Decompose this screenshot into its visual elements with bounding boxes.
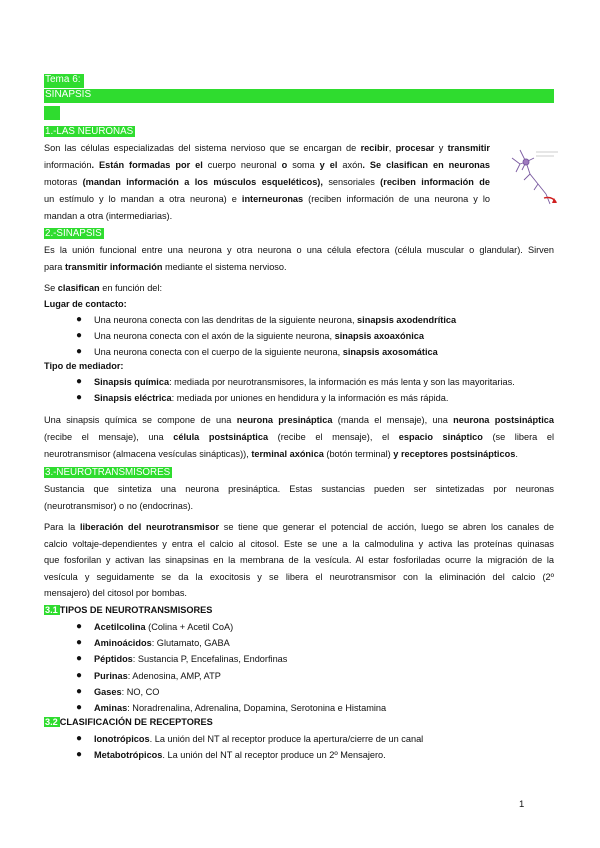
bullet-icon: ● [76, 314, 83, 325]
paragraph-line [44, 585, 187, 602]
text-run: un estímulo y lo mandan a otra neurona) e [44, 194, 242, 204]
text-run: (se libera el [482, 432, 555, 442]
classify-line [44, 280, 162, 297]
text-run: motoras [44, 177, 78, 187]
paragraph-line [44, 429, 554, 446]
paragraph-line [44, 208, 172, 225]
subsection-3-2-number: 3.2 [45, 717, 58, 727]
bold-term: (mandan información a los músculos esqueléticos), [77, 177, 329, 187]
text-run: : Sustancia P, Encefalinas, Endorfinas [132, 654, 288, 665]
text-run: (Colina + Acetil CoA) [145, 622, 234, 632]
bold-term: sinapsis axoaxónica [334, 331, 424, 341]
paragraph-line [44, 481, 554, 498]
mediator-heading: Tipo de mediador: [44, 361, 124, 371]
text-run: Una sinapsis química se compone de una [44, 415, 237, 425]
text-run: (neurotransmisor) o no (endocrinas). [44, 501, 194, 511]
bullet-icon: ● [76, 749, 83, 760]
list-item-text [94, 747, 386, 763]
text-run: se tiene que generar el potencial de acción, luego se abren los canales de [219, 522, 554, 532]
text-run: Se [44, 283, 58, 293]
bullet-icon: ● [76, 330, 83, 341]
subsection-3-1-number: 3.1 [45, 605, 58, 615]
bold-term: Sinapsis eléctrica [94, 393, 172, 403]
text-run: Es la unión funcional entre una neurona y otra neurona o una célula efectora (célula muscular o glandular). Sirven [44, 245, 554, 255]
list-item-text [94, 700, 386, 716]
bold-term: célula postsináptica [173, 432, 269, 442]
bold-term: Purinas [94, 670, 128, 681]
paragraph-line [44, 259, 287, 276]
text-run: Una neurona conecta con el cuerpo de la siguiente neurona, [94, 347, 343, 357]
subsection-3-2-title [44, 715, 213, 730]
paragraph-line [44, 174, 490, 191]
text-run: : Noradrenalina, Adrenalina, Dopamina, Serotonina e Histamina [127, 703, 387, 713]
text-run: en función del: [99, 283, 163, 293]
text-run: Una neurona conecta con el axón de la siguiente neurona, [94, 331, 335, 341]
list-item-text [94, 312, 456, 328]
text-run: : mediada por neurotransmisores, la información es más lenta y son las mayoritarias. [169, 377, 515, 387]
bold-term: sinapsis axosomática [342, 347, 438, 357]
empty-highlight-block [44, 106, 60, 120]
list-item-text [94, 374, 515, 390]
page-title: SINAPSIS [45, 89, 92, 100]
text-run: mediante el sistema nervioso. [162, 262, 287, 272]
bullet-icon: ● [76, 376, 83, 387]
bold-term: neurona presináptica [236, 415, 333, 425]
text-run: (recibe el mensaje), una [44, 432, 174, 442]
text-run: y [434, 143, 448, 153]
bullet-icon: ● [76, 621, 83, 632]
text-run: Sustancia que sintetiza una neurona presináptica. Estas sustancias pueden ser sintetizadas por neuronas [44, 484, 554, 494]
text-run: sensoriales [328, 177, 375, 187]
paragraph-line [44, 446, 518, 463]
bold-term: transmitir [447, 143, 490, 153]
bold-term: Sinapsis química [94, 377, 170, 387]
text-run: soma [292, 160, 315, 170]
bold-term: Gases [94, 686, 122, 697]
bold-term: Acetilcolina [94, 622, 146, 632]
bold-term: liberación del neurotransmisor [79, 522, 220, 532]
text-run: . La unión del NT al receptor produce un 2º Mensajero. [162, 750, 386, 760]
bold-term: . Están formadas por el [91, 160, 208, 170]
subsection-3-1-label: TIPOS DE NEUROTRANSMISORES [59, 605, 213, 615]
bold-term: transmitir información [64, 262, 163, 272]
bullet-icon: ● [76, 392, 83, 403]
section-1-title: 1.-LAS NEURONAS [45, 126, 134, 137]
text-run: . [515, 449, 518, 459]
bullet-icon: ● [76, 669, 83, 681]
bold-term: (reciben información de [374, 177, 490, 187]
bold-term: . Se clasifican en neuronas [362, 160, 491, 170]
list-item-text [94, 619, 233, 635]
paragraph-line [44, 140, 490, 157]
text-run: para [44, 262, 65, 272]
page-number: 1 [519, 799, 525, 810]
text-run: vesícula y seguidamente se da la exocitosis y se libera el neurotransmisor con la eliminación del calcio (2º [44, 571, 554, 582]
text-run: (reciben información de una neurona y lo [303, 194, 490, 204]
paragraph-line [44, 519, 554, 536]
subsection-3-2-label: CLASIFICACIÓN DE RECEPTORES [59, 717, 213, 727]
text-run: : mediada por uniones en hendidura y la información es más rápida. [171, 393, 449, 403]
text-run: axón [342, 160, 363, 170]
bold-term: Metabotrópicos [94, 750, 163, 760]
text-run: Son las células especializadas del sistema nervioso que se encargan de [44, 143, 361, 153]
paragraph-line [44, 157, 490, 174]
bullet-icon: ● [76, 637, 83, 649]
section-2-title: 2.-SINAPSIS [45, 228, 102, 239]
tema-label: Tema 6: [45, 74, 81, 85]
list-item-text [94, 328, 424, 344]
bold-term: y receptores postsinápticos [393, 449, 516, 459]
list-item-text [94, 684, 159, 700]
text-run: . La unión del NT al receptor produce la apertura/cierre de un canal [149, 734, 424, 744]
list-item-text [94, 731, 423, 747]
bullet-icon: ● [76, 346, 83, 357]
subsection-3-1-title [44, 603, 212, 618]
neuron-illustration [500, 140, 560, 212]
bold-term: terminal axónica [251, 449, 324, 459]
list-item-text [94, 668, 221, 684]
bold-term: Péptidos [94, 654, 133, 665]
bullet-icon: ● [76, 653, 83, 665]
text-run: Una neurona conecta con las dendritas de la siguiente neurona, [94, 315, 358, 325]
list-item-text [94, 344, 438, 360]
list-item-text [94, 390, 448, 406]
contact-heading: Lugar de contacto: [44, 299, 127, 309]
text-run: mandan a otra (intermediarias). [44, 211, 173, 221]
bold-term: sinapsis axodendrítica [357, 315, 457, 325]
list-item-text [94, 651, 287, 667]
text-run: Para la [44, 522, 80, 532]
paragraph-line [44, 552, 554, 569]
bold-term: Aminas [94, 703, 128, 713]
paragraph-line [44, 536, 554, 553]
bold-term: procesar [395, 143, 435, 153]
bold-term: recibir [360, 143, 389, 153]
section-3-title: 3.-NEUROTRANSMISORES [45, 467, 171, 478]
text-run: (manda el mensaje), una [332, 415, 454, 425]
text-run: : NO, CO [121, 686, 160, 697]
bold-term: espacio sináptico [398, 432, 483, 442]
text-run: información [44, 160, 92, 170]
list-item-text [94, 635, 230, 651]
text-run: (recibe el mensaje), el [268, 432, 399, 442]
paragraph-line [44, 412, 554, 429]
text-run: (botón terminal) [323, 449, 394, 459]
paragraph-line [44, 569, 554, 586]
title-bar [44, 89, 554, 103]
text-run: : Glutamato, GABA [151, 638, 230, 649]
bold-term: clasifican [57, 283, 100, 293]
text-run: : Adenosina, AMP, ATP [127, 670, 221, 681]
bold-term: Aminoácidos [94, 638, 152, 649]
bullet-icon: ● [76, 685, 83, 697]
bold-term: Ionotrópicos [94, 734, 150, 744]
paragraph-line [44, 191, 490, 208]
paragraph-line [44, 498, 193, 515]
text-run: calcio voltaje-dependientes y entra el calcio al citosol. Este se une a la calmodulina y activa las proteínas quinasas [44, 538, 554, 549]
text-run: cuerpo neuronal [207, 160, 277, 170]
bold-term: neurona postsináptica [453, 415, 554, 425]
text-run: que fosforilan y activan las sinapsinas en la membrana de la vesícula. Al estar fosforiladas ocurre la migración de la [44, 555, 554, 565]
paragraph-line [44, 242, 554, 259]
bold-term: interneuronas [241, 194, 304, 204]
bullet-icon: ● [76, 702, 83, 713]
text-run: neurotransmisor (almacena vesículas sinápticas)), [44, 449, 252, 459]
bold-term: o [276, 160, 293, 170]
bullet-icon: ● [76, 733, 83, 744]
bold-term: y el [314, 160, 343, 170]
text-run: , [388, 143, 396, 153]
text-run: mensajero) del citosol por bombas. [44, 588, 187, 598]
